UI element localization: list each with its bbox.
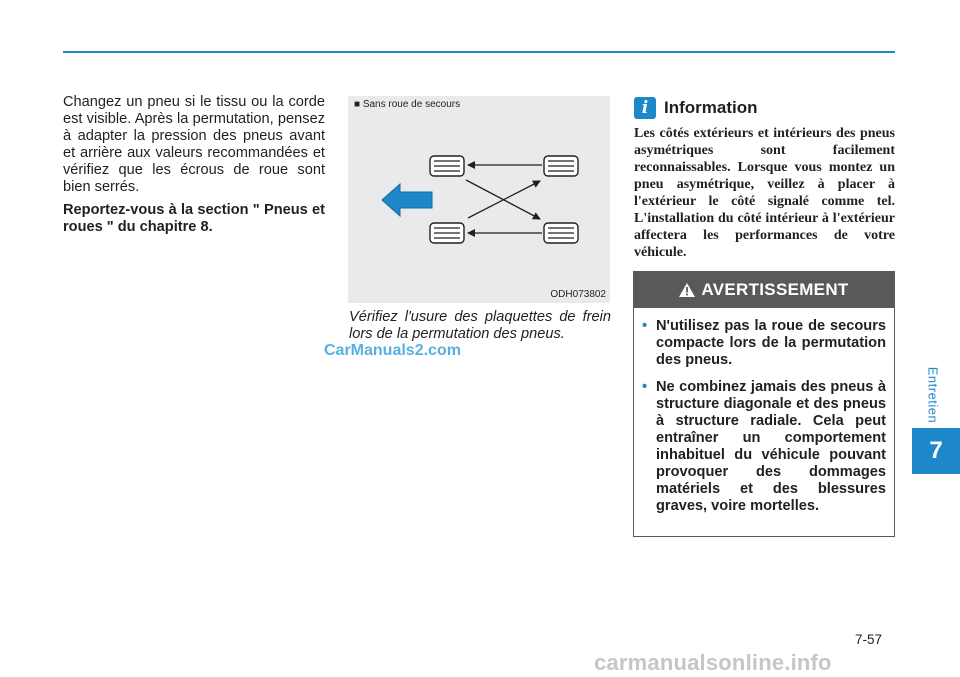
information-heading	[634, 96, 758, 120]
watermark-text: CarManuals2.com	[324, 342, 461, 359]
section-name: Entretien	[925, 366, 941, 424]
tire-front-left-icon	[430, 156, 464, 176]
section-tab-number: 7	[912, 428, 960, 474]
information-body: Les côtés extérieurs et intérieurs des pneus asymétriques sont facilement reconnaissables. Lorsque vous montez un pneu asymétrique, veillez à placer à l'extérieur le côté signalé comme tel. L'installation du côté intérieur à l'extérieur affectera les performances de votre véhicule.	[634, 126, 895, 260]
figure-caption: Vérifiez l'usure des plaquettes de frein lors de la permutation des pneus.	[349, 309, 611, 342]
section-tab-label	[918, 362, 948, 428]
warning-title: AVERTISSEMENT	[701, 280, 849, 299]
direction-arrow-icon	[382, 184, 432, 216]
bullet-icon: •	[642, 379, 648, 395]
warning-list	[634, 308, 894, 515]
page-number: 7-57	[855, 632, 883, 647]
warning-item-text: N'utilisez pas la roue de secours compacte lors de la permutation des pneus.	[656, 318, 886, 368]
reference-paragraph: Reportez-vous à la section " Pneus et roues " du chapitre 8.	[63, 202, 325, 235]
tire-rear-left-icon	[544, 156, 578, 176]
tire-rotation-diagram	[348, 96, 610, 303]
warning-header	[634, 272, 894, 308]
rotation-arrows-icon	[466, 165, 542, 233]
bullet-icon: •	[642, 318, 648, 334]
warning-item-text: Ne combinez jamais des pneus à structure diagonale et des pneus à structure radiale. Cela peut entraîner un comportement inhabituel du véhicule pouvant provoquer des dommages matériels et des blessures graves, voire mortelles.	[656, 379, 886, 514]
figure-code: ODH073802	[550, 289, 606, 300]
body-paragraph: Changez un pneu si le tissu ou la corde est visible. Après la permutation, pensez à adapter la pression des pneus avant et arrière aux valeurs recommandées et vérifiez que les écrous de roue sont bien serrés.	[63, 94, 325, 195]
warning-triangle-icon	[679, 283, 695, 297]
info-icon: i	[634, 97, 656, 119]
tire-rotation-figure	[348, 96, 610, 303]
tire-rear-right-icon	[544, 223, 578, 243]
information-title: Information	[664, 98, 758, 117]
tire-front-right-icon	[430, 223, 464, 243]
site-watermark: carmanualsonline.info	[594, 650, 832, 675]
warning-item	[642, 318, 886, 369]
left-column	[63, 94, 325, 242]
top-rule	[63, 51, 895, 53]
warning-item	[642, 379, 886, 515]
warning-box	[633, 271, 895, 537]
figure-title: ■ Sans roue de secours	[354, 99, 461, 110]
